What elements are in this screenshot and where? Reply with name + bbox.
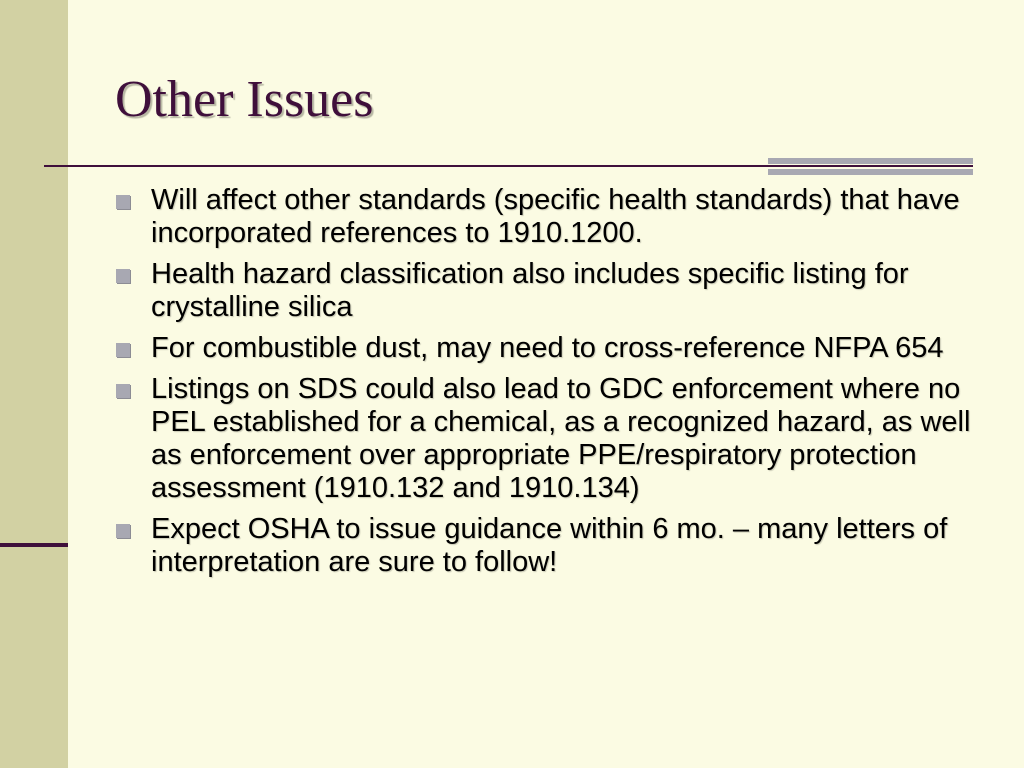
- square-bullet-icon: [116, 384, 130, 398]
- bullet-text: Health hazard classification also includes specific listing for crystalline silica: [151, 258, 909, 323]
- bullet-item: [113, 513, 1003, 579]
- bullet-item: [113, 332, 1003, 365]
- accent-bar-bottom: [768, 169, 973, 175]
- left-decorative-band: [0, 0, 68, 768]
- bullet-item: [113, 373, 1003, 505]
- bullet-text: Listings on SDS could also lead to GDC enforcement where no PEL established for a chemical, as a recognized hazard, as well as enforcement over appropriate PPE/respiratory protection assessment (1910.132 and 1910.134): [151, 373, 971, 504]
- square-bullet-icon: [116, 524, 130, 538]
- square-bullet-icon: [116, 195, 130, 209]
- bullet-text: Expect OSHA to issue guidance within 6 mo. – many letters of interpretation are sure to follow!: [151, 513, 948, 578]
- title-divider: [44, 165, 973, 167]
- left-band-rule: [0, 543, 68, 547]
- slide-title: Other Issues: [115, 71, 374, 128]
- bullet-item: [113, 184, 1003, 250]
- bullet-list: [113, 184, 1003, 587]
- bullet-item: [113, 258, 1003, 324]
- accent-bar-top: [768, 158, 973, 164]
- square-bullet-icon: [116, 269, 130, 283]
- square-bullet-icon: [116, 343, 130, 357]
- bullet-text: Will affect other standards (specific health standards) that have incorporated references to 1910.1200.: [151, 184, 960, 249]
- bullet-text: For combustible dust, may need to cross-reference NFPA 654: [151, 332, 944, 364]
